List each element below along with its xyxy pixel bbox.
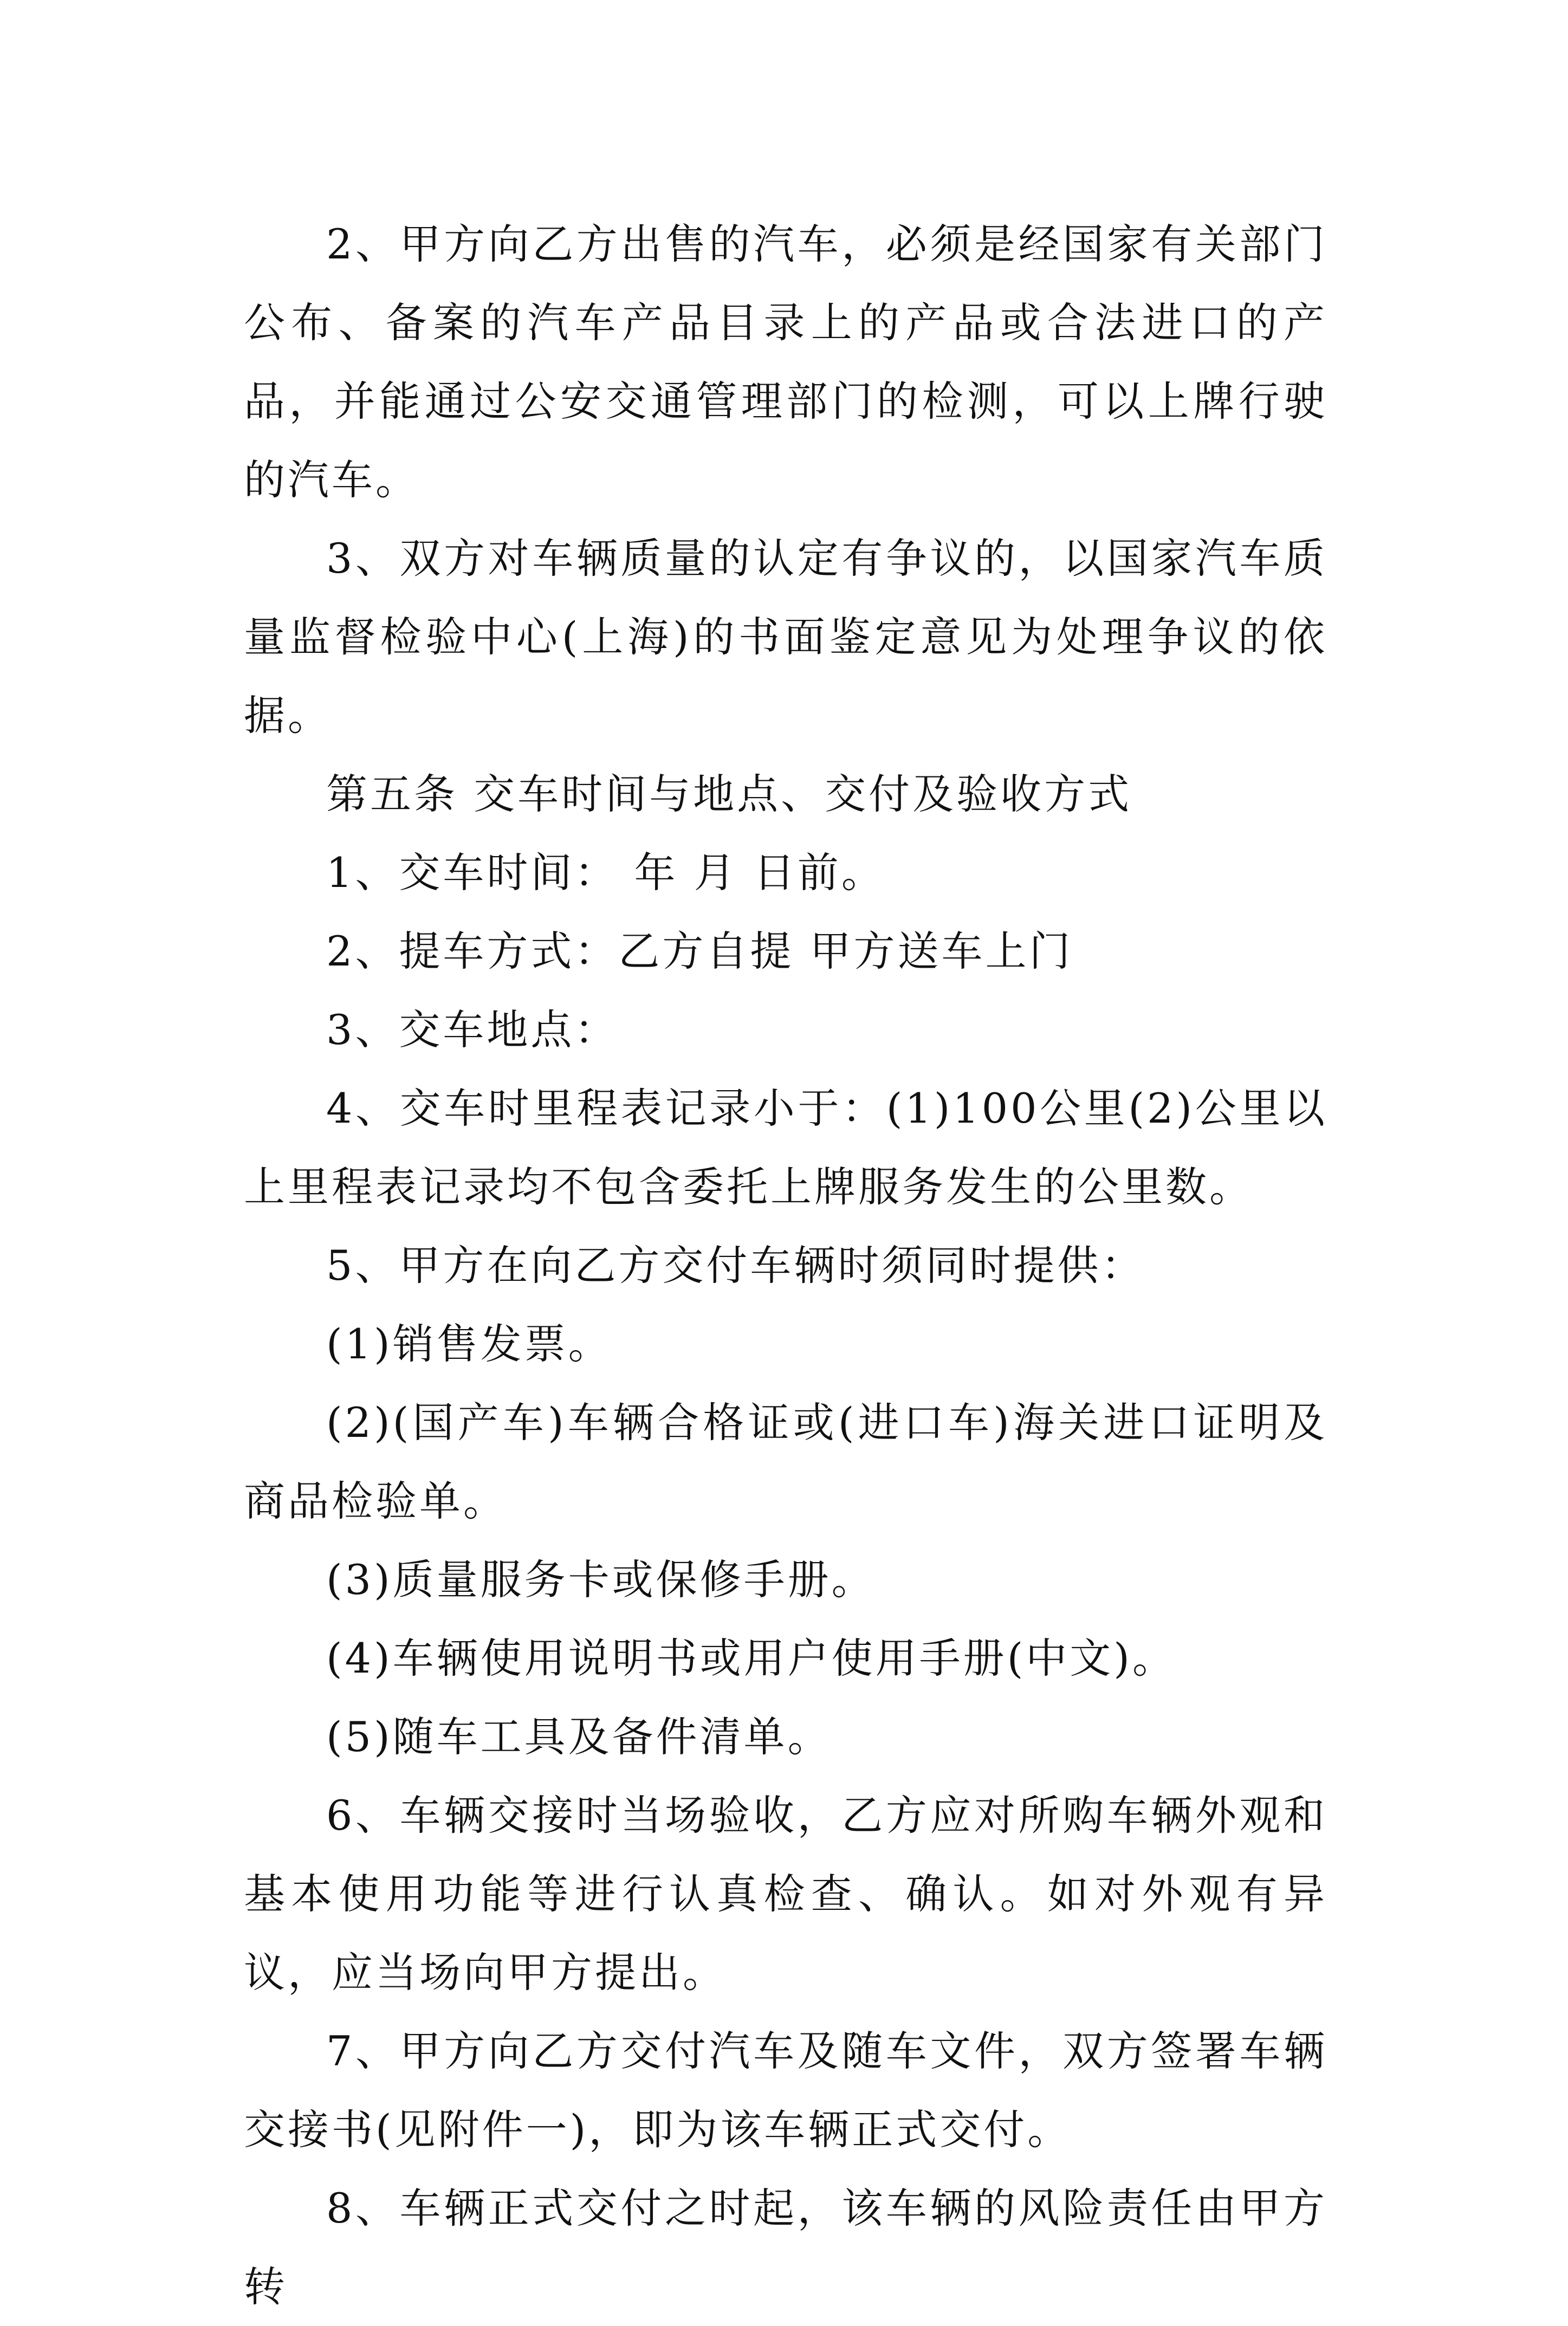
paragraph-odometer: 4、交车时里程表记录小于：(1)100公里(2)公里以上里程表记录均不包含委托上牌服务发生的公里数。 bbox=[244, 1084, 1327, 1211]
paragraph-handover: 7、甲方向乙方交付汽车及随车文件，双方签署车辆交接书(见附件一)，即为该车辆正式交付。 bbox=[244, 2027, 1327, 2154]
paragraph-documents-intro: 5、甲方在向乙方交付车辆时须同时提供： bbox=[326, 1241, 1145, 1290]
paragraph-delivery-time: 1、交车时间： 年 月 日前。 bbox=[326, 848, 885, 897]
list-item-tools: (5)随车工具及备件清单。 bbox=[326, 1713, 832, 1761]
paragraph-delivery-location: 3、交车地点： bbox=[326, 1006, 619, 1054]
paragraph-clause-3: 3、双方对车辆质量的认定有争议的，以国家汽车质量监督检验中心(上海)的书面鉴定意见为处理争议的依据。 bbox=[244, 534, 1327, 740]
paragraph-inspection: 6、车辆交接时当场验收，乙方应对所购车辆外观和基本使用功能等进行认真检查、确认。如对外观有异议，应当场向甲方提出。 bbox=[244, 1791, 1327, 1997]
document-body bbox=[244, 205, 1327, 2326]
list-item-manual: (4)车辆使用说明书或用户使用手册(中文)。 bbox=[326, 1634, 1176, 1682]
list-item-certificate: (2)(国产车)车辆合格证或(进口车)海关进口证明及商品检验单。 bbox=[244, 1398, 1327, 1525]
paragraph-clause-2: 2、甲方向乙方出售的汽车，必须是经国家有关部门公布、备案的汽车产品目录上的产品或合法进口的产品，并能通过公安交通管理部门的检测，可以上牌行驶的汽车。 bbox=[244, 220, 1327, 504]
list-item-invoice: (1)销售发票。 bbox=[326, 1320, 612, 1368]
section-heading-article-5: 第五条 交车时间与地点、交付及验收方式 bbox=[326, 770, 1132, 818]
paragraph-risk-transfer: 8、车辆正式交付之时起，该车辆的风险责任由甲方转 bbox=[244, 2184, 1327, 2311]
paragraph-pickup-method: 2、提车方式：乙方自提 甲方送车上门 bbox=[326, 927, 1073, 975]
list-item-warranty: (3)质量服务卡或保修手册。 bbox=[326, 1556, 876, 1604]
